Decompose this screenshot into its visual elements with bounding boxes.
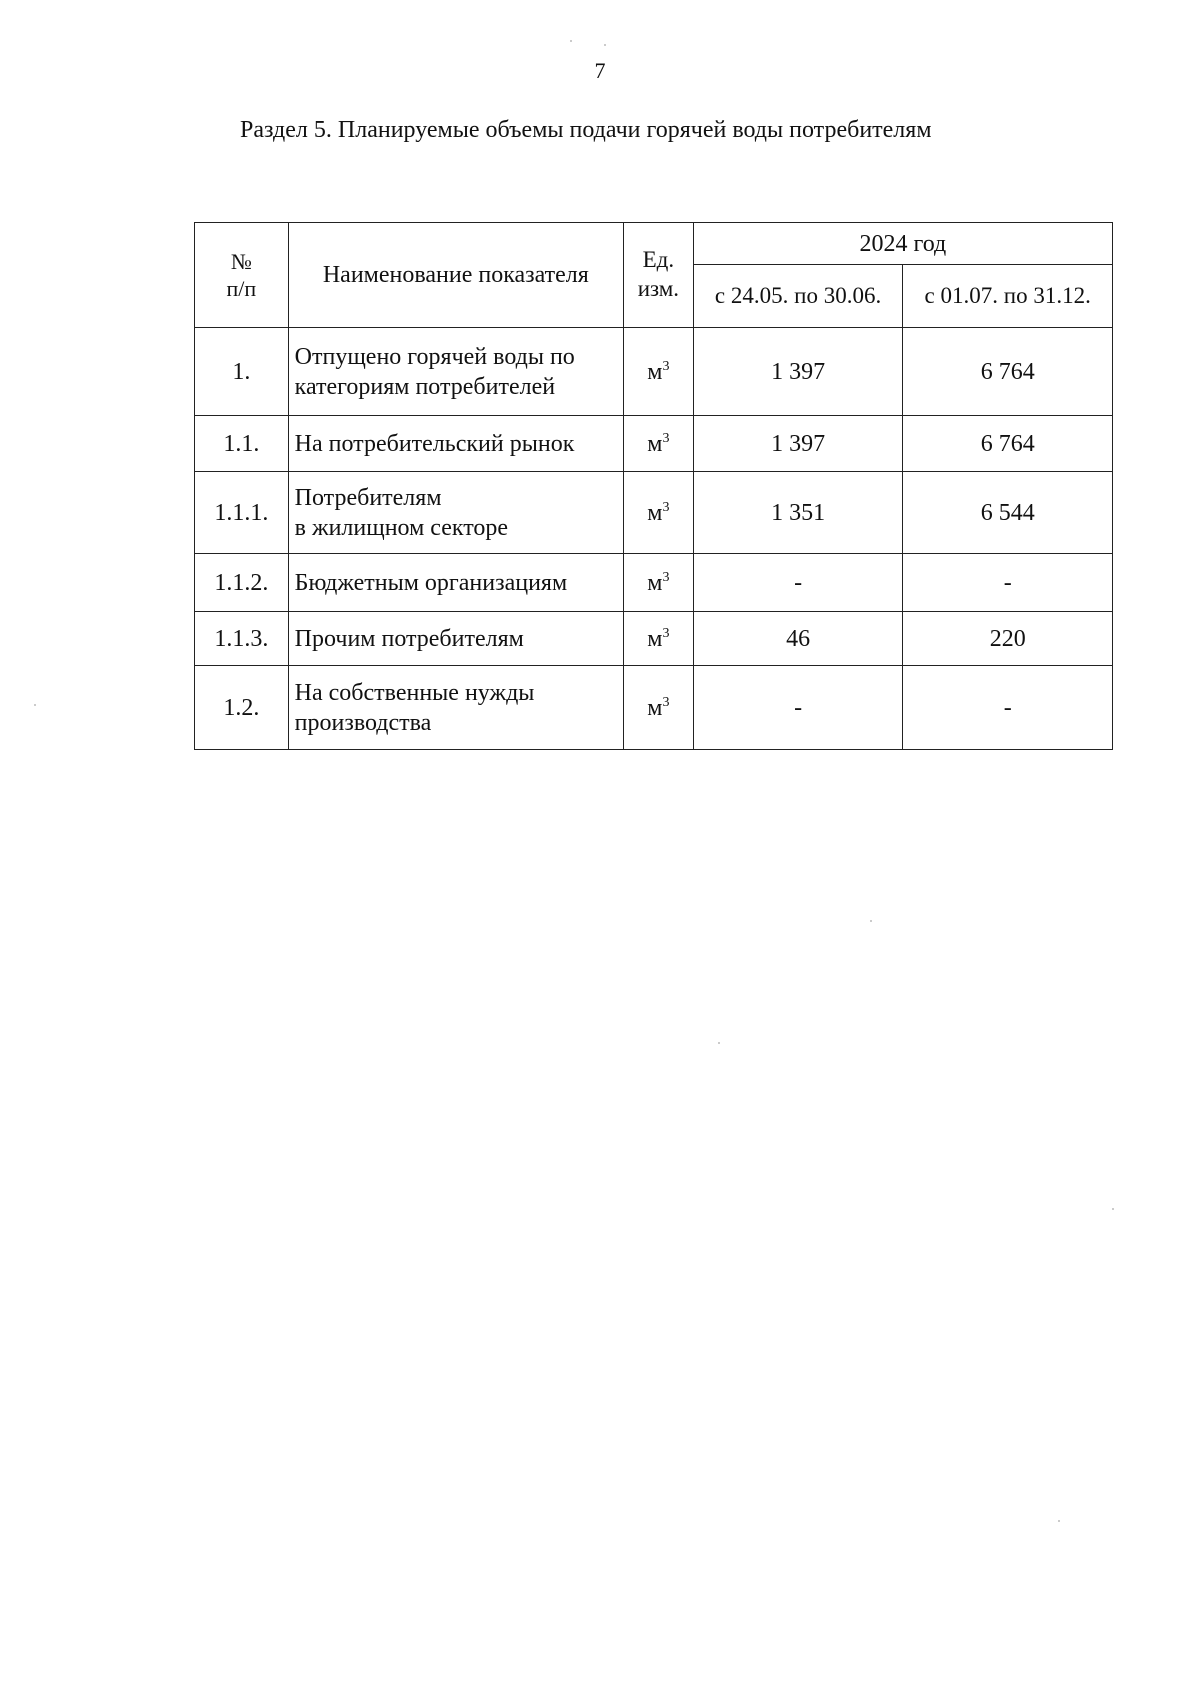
unit-exponent: 3	[662, 694, 670, 710]
unit-base: м	[647, 499, 663, 526]
row-value-period-1: 1 397	[693, 328, 903, 416]
row-value-period-1: -	[693, 666, 903, 750]
section-title: Раздел 5. Планируемые объемы подачи горячей воды потребителям	[240, 117, 932, 143]
row-value-period-1: 1 397	[693, 416, 903, 472]
unit-exponent: 3	[662, 625, 670, 641]
row-unit	[623, 612, 693, 666]
row-value-period-2: 6 764	[903, 328, 1113, 416]
header-number-symbol: №	[230, 248, 252, 274]
row-name	[288, 666, 623, 750]
unit-exponent: 3	[662, 358, 670, 374]
page-number: 7	[594, 58, 606, 83]
row-unit	[623, 666, 693, 750]
row-name-line2: в жилищном секторе	[294, 514, 509, 541]
row-name	[288, 554, 623, 612]
row-number: 1.1.	[195, 416, 289, 472]
scan-speck	[34, 704, 36, 706]
row-number: 1.	[195, 328, 289, 416]
row-value-period-2: 6 544	[903, 472, 1113, 554]
row-name-line1: На потребительский рынок	[294, 430, 575, 457]
header-number-abbr: п/п	[226, 276, 257, 301]
table-row	[195, 554, 1113, 612]
row-value-period-2: -	[903, 554, 1113, 612]
table-row	[195, 328, 1113, 416]
row-name	[288, 416, 623, 472]
row-name-line1: На собственные нужды	[294, 679, 535, 706]
row-value-period-1: 1 351	[693, 472, 903, 554]
row-number: 1.1.2.	[195, 554, 289, 612]
header-unit-line2: изм.	[637, 276, 680, 301]
header-unit-line1: Ед.	[642, 247, 675, 273]
hot-water-volumes-table	[194, 222, 1113, 750]
row-number: 1.1.3.	[195, 612, 289, 666]
scan-speck	[570, 40, 572, 42]
header-unit	[623, 223, 693, 328]
unit-base: м	[647, 625, 663, 652]
scan-speck	[1112, 1208, 1114, 1210]
scan-speck	[604, 44, 606, 46]
table-row	[195, 472, 1113, 554]
row-unit	[623, 416, 693, 472]
header-indicator-name: Наименование показателя	[288, 223, 623, 328]
table-row	[195, 416, 1113, 472]
row-number: 1.1.1.	[195, 472, 289, 554]
unit-exponent: 3	[662, 430, 670, 446]
row-value-period-2: 220	[903, 612, 1113, 666]
row-value-period-1: 46	[693, 612, 903, 666]
row-unit	[623, 472, 693, 554]
row-name-line1: Отпущено горячей воды по	[294, 343, 575, 370]
table-header-row	[195, 223, 1113, 265]
scan-speck	[1058, 1520, 1060, 1522]
unit-exponent: 3	[662, 499, 670, 515]
unit-base: м	[647, 569, 663, 596]
scan-speck	[718, 1042, 720, 1044]
row-name	[288, 328, 623, 416]
table-row	[195, 612, 1113, 666]
row-name-line2: категориям потребителей	[294, 373, 556, 400]
unit-exponent: 3	[662, 569, 670, 585]
row-unit	[623, 554, 693, 612]
row-name-line2: производства	[294, 709, 432, 736]
row-name	[288, 612, 623, 666]
row-value-period-1: -	[693, 554, 903, 612]
unit-base: м	[647, 694, 663, 721]
table-row	[195, 666, 1113, 750]
scan-speck	[870, 920, 872, 922]
row-value-period-2: 6 764	[903, 416, 1113, 472]
header-period-2: с 01.07. по 31.12.	[903, 265, 1113, 328]
unit-base: м	[647, 430, 663, 457]
row-name-line1: Потребителям	[294, 484, 442, 511]
header-period-1: с 24.05. по 30.06.	[693, 265, 903, 328]
row-unit	[623, 328, 693, 416]
row-number: 1.2.	[195, 666, 289, 750]
header-number	[195, 223, 289, 328]
header-year: 2024 год	[693, 223, 1112, 265]
row-name	[288, 472, 623, 554]
row-value-period-2: -	[903, 666, 1113, 750]
row-name-line1: Бюджетным организациям	[294, 569, 568, 596]
unit-base: м	[647, 358, 663, 385]
row-name-line1: Прочим потребителям	[294, 625, 524, 652]
